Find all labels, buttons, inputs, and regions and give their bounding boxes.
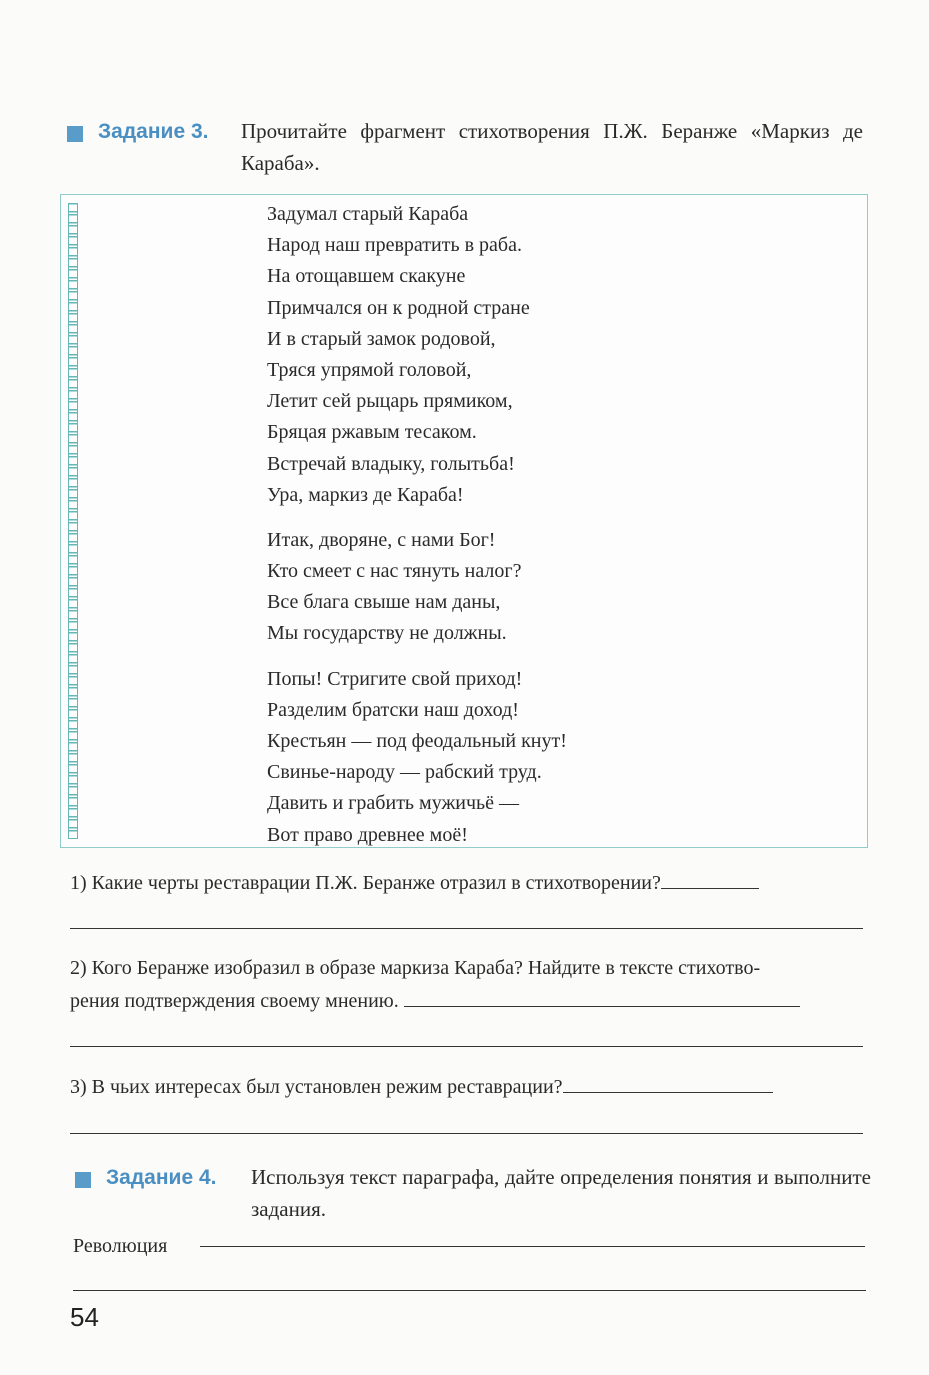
question-2-continued — [70, 984, 800, 1017]
answer-line[interactable] — [200, 1246, 865, 1247]
decorative-border — [68, 203, 78, 839]
poem-line: Встречай владыку, голытьба! — [267, 452, 515, 475]
answer-field[interactable] — [563, 1070, 773, 1093]
question-2 — [70, 952, 760, 984]
question-2-text: 2) Кого Беранже изобразил в образе маркиза Караба? Найдите в тексте стихотво- — [70, 957, 761, 979]
poem-stanza — [267, 664, 567, 851]
poem-line: Кто смеет с нас тянуть налог? — [267, 560, 522, 583]
task-4-label: Задание 4. — [106, 1166, 217, 1189]
poem-line: Свинье-народу — рабский труд. — [267, 761, 542, 784]
answer-line[interactable] — [70, 1133, 863, 1134]
task-4-header — [75, 1165, 875, 1221]
poem-line: Попы! Стригите свой приход! — [267, 667, 523, 690]
term-revolution — [73, 1230, 167, 1262]
task-marker-icon — [67, 126, 83, 142]
poem-line: Мы государству не должны. — [267, 622, 507, 645]
question-2-text: рения подтверждения своему мнению. — [70, 990, 399, 1012]
poem-line: Итак, дворяне, с нами Бог! — [267, 528, 496, 551]
answer-line[interactable] — [70, 1046, 863, 1047]
poem-line: Народ наш превратить в раба. — [267, 234, 522, 257]
poem — [267, 199, 567, 865]
poem-line: Крестьян — под феодальный кнут! — [267, 730, 567, 752]
question-1 — [70, 866, 759, 899]
task-3-header — [67, 119, 867, 175]
poem-line: Давить и грабить мужичьё — — [267, 792, 520, 815]
poem-line: Бряцая ржавым тесаком. — [267, 421, 477, 444]
poem-stanza — [267, 525, 567, 650]
answer-field[interactable] — [404, 984, 800, 1007]
poem-line: Ура, маркиз де Караба! — [267, 483, 464, 506]
poem-box — [60, 194, 868, 848]
task-marker-icon — [75, 1172, 91, 1188]
answer-line[interactable] — [70, 928, 863, 929]
page-number: 54 — [70, 1302, 99, 1332]
poem-line: Примчался он к родной стране — [267, 296, 530, 319]
answer-field[interactable] — [661, 866, 759, 889]
poem-line: Задумал старый Караба — [267, 203, 469, 225]
task-3-instruction: Прочитайте фрагмент стихотворения П.Ж. Беранже «Маркиз де Караба». — [241, 119, 863, 175]
question-1-text: 1) Какие черты реставрации П.Ж. Беранже отразил в стихотворении? — [70, 872, 661, 894]
question-3-text: 3) В чьих интересах был установлен режим реставрации? — [70, 1076, 563, 1098]
poem-line: И в старый замок родовой, — [267, 327, 496, 350]
poem-line: Летит сей рыцарь прямиком, — [267, 390, 513, 413]
poem-line: На отощавшем скакуне — [267, 265, 466, 288]
task-3-label: Задание 3. — [98, 120, 209, 143]
poem-line: Все блага свыше нам даны, — [267, 591, 501, 614]
answer-line[interactable] — [73, 1290, 866, 1291]
poem-line: Вот право древнее моё! — [267, 823, 468, 846]
question-3 — [70, 1070, 773, 1103]
term-label: Революция — [73, 1235, 168, 1257]
poem-line: Тряся упрямой головой, — [267, 358, 472, 381]
poem-stanza — [267, 199, 567, 511]
poem-line: Разделим братски наш доход! — [267, 698, 519, 721]
task-4-instruction: Используя текст параграфа, дайте определения понятия и выполните задания. — [251, 1165, 871, 1221]
